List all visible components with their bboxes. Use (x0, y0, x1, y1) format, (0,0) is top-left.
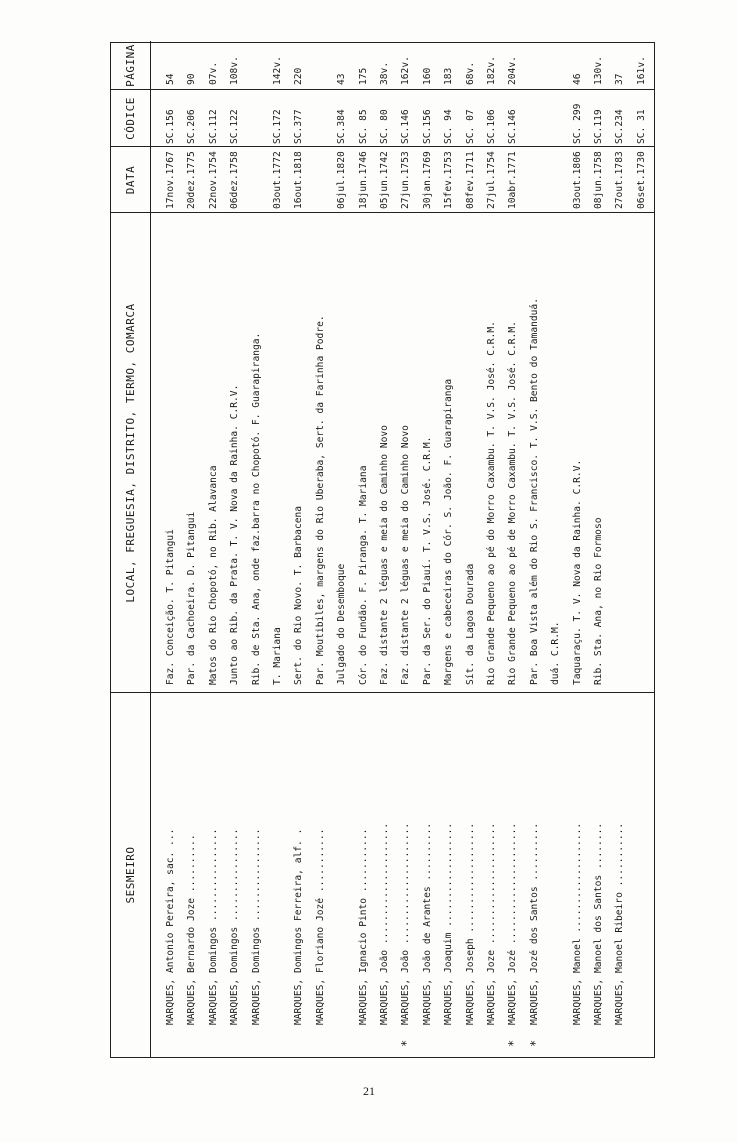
cell-local: Faz. distante 2 léguas e meia do Caminho Novo (379, 425, 390, 685)
cell-codice: SC.172 (272, 109, 283, 144)
cell-pagina: 38v. (379, 61, 390, 85)
cell-sesmeiro: MARQUES, Manoel Ribeiro ........... (614, 822, 626, 1025)
cell-sesmeiro: MARQUES, Manoel ................... (571, 822, 583, 1025)
table-row (354, 41, 374, 1057)
cell-sesmeiro: MARQUES, Ignacio Pinto ........... (357, 828, 369, 1025)
cell-local: Rio Grande Pequeno ao pé de Morro Caxambu. T. V.S. José. C.R.M. (507, 321, 519, 685)
table-row (204, 41, 224, 1057)
cell-codice: SC.384 (336, 109, 348, 144)
cell-pagina: 183 (443, 67, 455, 85)
cell-pagina: 162v. (400, 56, 412, 85)
cell-data: 27jul.1754 (486, 151, 497, 209)
cell-pagina: 54 (165, 73, 176, 85)
cell-local: Junto ao Rib. da Prata. T. V. Nova da Rainha. C.R.V. (229, 384, 241, 685)
table-row (461, 41, 481, 1057)
table-row (332, 41, 352, 1057)
header-sesmeiro: SESMEIRO (111, 693, 151, 1057)
cell-pagina: 142v. (272, 56, 283, 85)
cell-pagina: 43 (336, 73, 348, 85)
cell-data: 05jun.1742 (379, 151, 390, 209)
cell-local: Matos do Rio Chopotó, no Rib. Alavanca (207, 465, 219, 685)
cell-data: 30jan.1769 (421, 151, 433, 209)
table-row (546, 41, 566, 1057)
cell-local: Par. da Cachoeira. D. Pitangui (186, 511, 198, 685)
cell-codice: SC.234 (614, 109, 626, 144)
cell-data: 06jul.1820 (336, 151, 348, 209)
cell-codice: SC.106 (486, 109, 497, 144)
cell-codice: SC. 299 (571, 103, 583, 144)
cell-local: Par. Moutibiles, margens do Rio Uberaba, Sert. da Farinha Podre. (314, 315, 326, 685)
cell-local: T. Mariana (272, 627, 283, 685)
cell-sesmeiro: MARQUES, Domingos ................ (229, 828, 241, 1025)
row-mark: * (506, 1039, 521, 1047)
cell-local: Taquaraçu. T. V. Nova da Rainha. C.R.V. (571, 459, 583, 685)
cell-codice: SC. 85 (357, 109, 369, 144)
cell-local: Margens e cabeceiras do Cór. S. João. F. Guarapiranga (443, 378, 455, 685)
table-row (375, 41, 395, 1057)
cell-codice: SC.146 (400, 109, 412, 144)
table-row (289, 41, 309, 1057)
cell-local: Julgado do Desemboque (336, 563, 348, 685)
cell-sesmeiro: MARQUES, Joaquim .................. (443, 822, 455, 1025)
cell-local: Sert. do Rio Novo. T. Barbacena (293, 505, 305, 685)
cell-pagina: 220 (293, 67, 305, 85)
cell-sesmeiro: MARQUES, Floriano Jozé ........... (314, 828, 326, 1025)
table-row (439, 41, 459, 1057)
cell-sesmeiro: MARQUES, Jozé ..................... (507, 822, 519, 1025)
cell-local: duá. C.R.M. (550, 621, 562, 685)
cell-codice: SC.206 (186, 109, 198, 144)
table-row (503, 41, 523, 1057)
cell-sesmeiro: MARQUES, Joze ..................... (486, 822, 497, 1025)
cell-data: 03out.1806 (571, 151, 583, 209)
cell-data: 03out.1772 (272, 151, 283, 209)
table-row (525, 41, 545, 1057)
cell-codice: SC.146 (507, 109, 519, 144)
cell-data: 08fev.1711 (464, 151, 476, 209)
cell-local: Faz. Conceição. T. Pitangui (165, 529, 176, 685)
cell-pagina: 37 (614, 73, 626, 85)
cell-codice: SC.156 (421, 109, 433, 144)
row-mark: * (527, 1039, 542, 1047)
cell-data: 17nov.1767 (165, 151, 176, 209)
table-row (311, 41, 331, 1057)
cell-codice: SC.119 (593, 109, 604, 144)
table-row (632, 41, 652, 1057)
cell-codice: SC. 31 (635, 109, 647, 144)
cell-codice: SC.156 (165, 109, 176, 144)
cell-pagina: 90 (186, 73, 198, 85)
cell-local: Rib. de Sta. Ana, onde faz.barra no Chopotó. F. Guarapiranga. (250, 332, 262, 685)
cell-data: 27out.1783 (614, 151, 626, 209)
cell-pagina: 182v. (486, 56, 497, 85)
cell-data: 08jun.1758 (593, 151, 604, 209)
cell-pagina: 130v. (593, 56, 604, 85)
cell-local: Rio Grande Pequeno ao pé do Morro Caxambu. T. V.S. José. C.R.M. (486, 321, 497, 685)
cell-sesmeiro: MARQUES, Domingos ................ (207, 828, 219, 1025)
cell-sesmeiro: MARQUES, Jozé dos Santos .......... (528, 822, 540, 1025)
cell-local: Par. da Ser. do Piauí. T. V.S. José. C.R.M. (421, 436, 433, 685)
header-local: LOCAL, FREGUESIA, DISTRITO, TERMO, COMARCA (111, 213, 151, 693)
cell-data: 22nov.1754 (207, 151, 219, 209)
cell-codice: SC.112 (207, 109, 219, 144)
table-row (589, 41, 609, 1057)
cell-local: Cór. do Fundão. F. Piranga. T. Mariana (357, 465, 369, 685)
cell-data: 20dez.1775 (186, 151, 198, 209)
cell-codice: SC. 07 (464, 109, 476, 144)
table-row (225, 41, 245, 1057)
header-codice: CÓDICE (111, 90, 151, 147)
table-row (268, 41, 288, 1057)
cell-sesmeiro: MARQUES, Domingos Ferreira, alf. . (293, 828, 305, 1025)
table-row (396, 41, 416, 1057)
cell-codice: SC.377 (293, 109, 305, 144)
table-row (161, 41, 181, 1057)
table-row (482, 41, 502, 1057)
cell-sesmeiro: MARQUES, João ..................... (400, 822, 412, 1025)
cell-pagina: 175 (357, 67, 369, 85)
cell-data: 18jun.1746 (357, 151, 369, 209)
sesmarias-table (110, 42, 655, 1058)
cell-sesmeiro: MARQUES, Manoel dos Santos ........ (593, 822, 604, 1025)
cell-sesmeiro: MARQUES, João de Arantes .......... (421, 822, 433, 1025)
cell-pagina: 46 (571, 73, 583, 85)
table-row (182, 41, 202, 1057)
cell-pagina: 108v. (229, 56, 241, 85)
cell-sesmeiro: MARQUES, Antonio Pereira, sac. ... (165, 828, 176, 1025)
table-row (418, 41, 438, 1057)
cell-data: 15fev.1753 (443, 151, 455, 209)
cell-data: 16out.1818 (293, 151, 305, 209)
cell-data: 27jun.1753 (400, 151, 412, 209)
cell-pagina: 160 (421, 67, 433, 85)
table-row (610, 41, 630, 1057)
cell-pagina: 07v. (207, 61, 219, 85)
cell-local: Faz. distante 2 léguas e meia do Caminho Novo (400, 425, 412, 685)
page-number: 21 (363, 1084, 375, 1098)
cell-pagina: 204v. (507, 56, 519, 85)
cell-local: Sít. da Lagoa Dourada (464, 563, 476, 685)
row-mark: * (399, 1039, 414, 1047)
cell-codice: SC. 94 (443, 109, 455, 144)
cell-codice: SC.122 (229, 109, 241, 144)
cell-pagina: 68v. (464, 61, 476, 85)
table-row (247, 41, 267, 1057)
table-row (568, 41, 588, 1057)
cell-sesmeiro: MARQUES, Bernardo Joze .......... (186, 834, 198, 1025)
cell-local: Rib. Sta. Ana, no Rio Formoso (593, 517, 604, 685)
cell-data: 10abr.1771 (507, 151, 519, 209)
rotated-table-wrapper (110, 42, 655, 1058)
cell-pagina: 161v. (635, 56, 647, 85)
header-data: DATA (111, 147, 151, 213)
cell-sesmeiro: MARQUES, João ..................... (379, 822, 390, 1025)
cell-data: 06set.1730 (635, 151, 647, 209)
cell-sesmeiro: MARQUES, Domingos ................ (250, 828, 262, 1025)
cell-data: 06dez.1758 (229, 151, 241, 209)
cell-local: Par. Boa Vista além do Rio S. Francisco. T. V.S. Bento do Tamanduá. (528, 298, 540, 685)
cell-codice: SC. 80 (379, 109, 390, 144)
header-pagina: PÁGINA (111, 41, 151, 90)
cell-sesmeiro: MARQUES, Joseph ................... (464, 822, 476, 1025)
